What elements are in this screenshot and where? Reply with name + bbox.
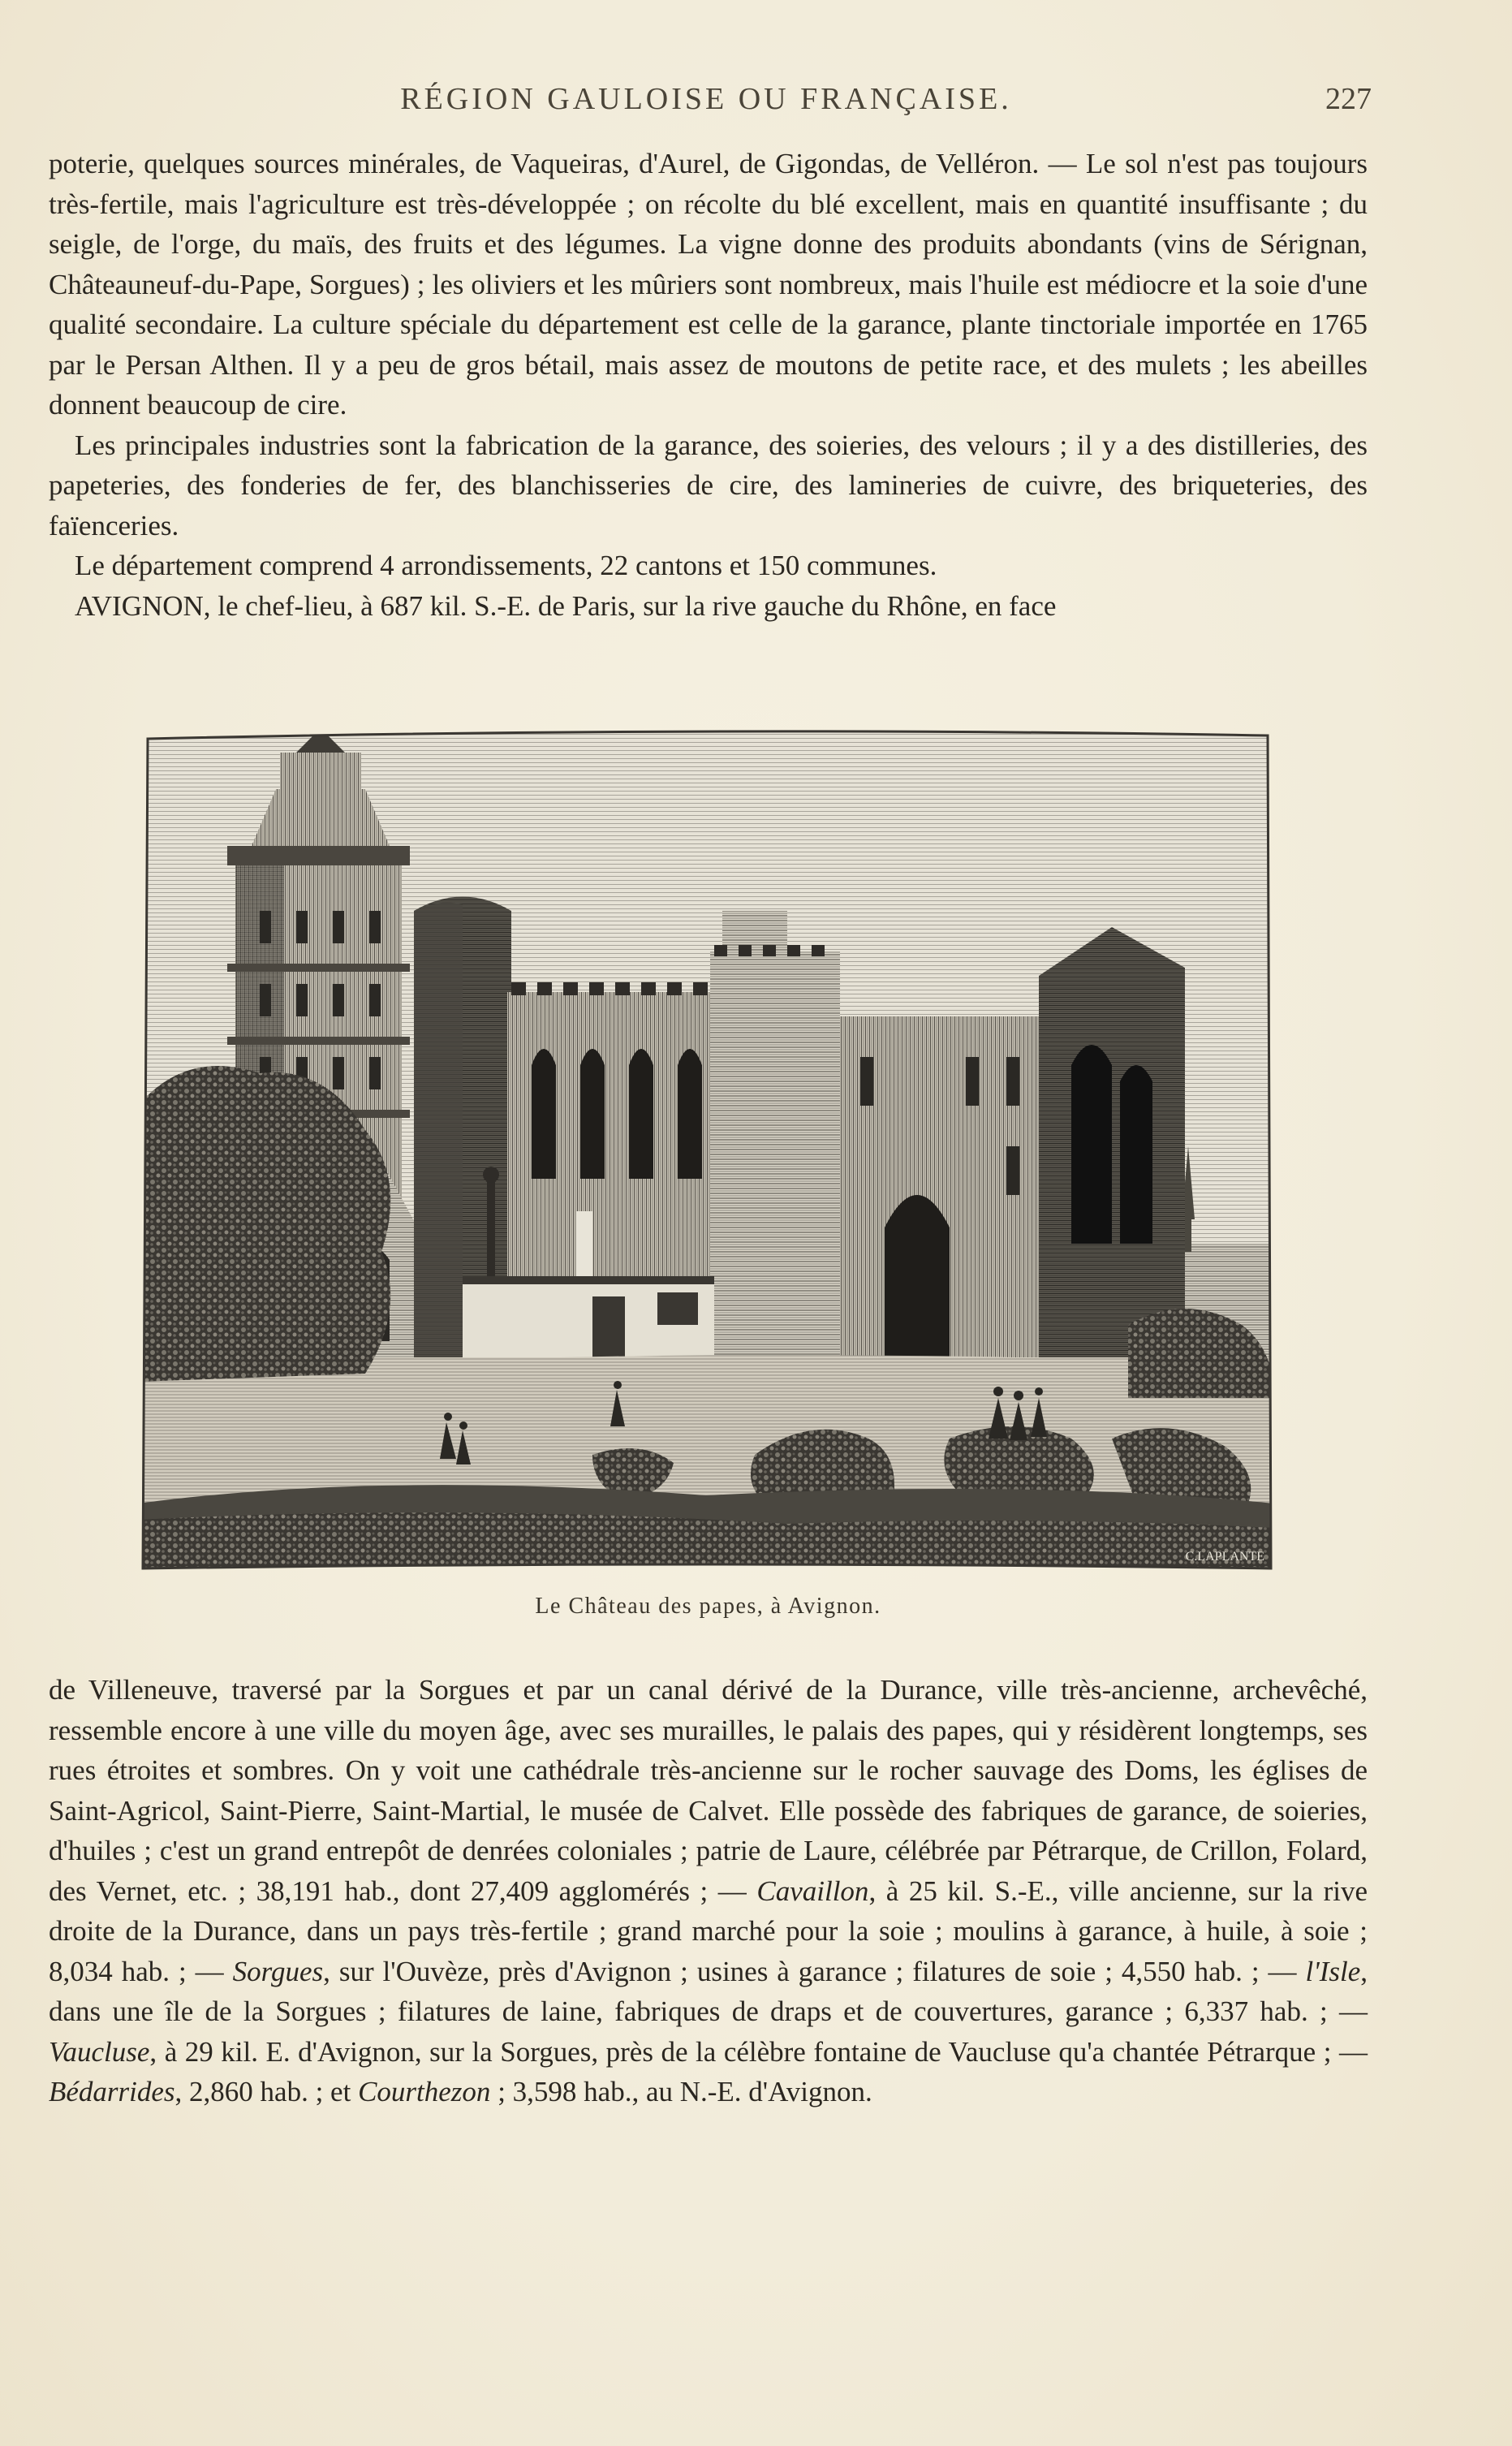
top-text-block <box>49 144 1368 626</box>
bottom-text-block <box>49 1670 1368 2112</box>
paragraph-industries: Les principales industries sont la fabrication de la garance, des soieries, des velours ; il y a des distilleries, des papeteries, des fonderies de fer, des blanchisseries de cire, des lamineries de cuivre, des briqueteries, des faïenceries. <box>49 429 1368 541</box>
text-segment: de Villeneuve, traversé par la Sorgues et par un canal dérivé de la Durance, ville très-ancienne, archevêché, ressemble encore à une ville du moyen âge, avec ses murailles, le palais des papes, qui y résidèrent longtemps, ses rues étroites et sombres. On y voit une cathédrale très-ancienne sur le rocher sauvage des Doms, les églises de Saint-Agricol, Saint-Pierre, Saint-Martial, le musée de Calvet. Elle possède des fabriques de garance, de soieries, d'huiles ; c'est un grand entrepôt de denrées coloniales ; patrie de Laure, célébrée par Pétrarque, de Crillon, Folard, des Vernet, etc. ; 38,191 hab., dont 27,409 agglomérés ; — <box>49 1674 1368 1907</box>
paragraph-agriculture: poterie, quelques sources minérales, de Vaqueiras, d'Aurel, de Gigondas, de Velléron. — Le sol n'est pas toujours très-fertile, mais l'agriculture est très-développée ; on récolte du blé excellent, mais en quantité insuffisante ; du seigle, de l'orge, du maïs, des fruits et des légumes. La vigne donne des produits abondants (vins de Sérignan, Châteauneuf-du-Pape, Sorgues) ; les oliviers et les mûriers sont nombreux, mais l'huile est médiocre et la soie d'une qualité secondaire. La culture spéciale du département est celle de la garance, plante tinctoriale importée en 1765 par le Persan Althen. Il y a peu de gros bétail, mais assez de moutons de petite race, et des mulets ; les abeilles donnent beaucoup de cire. <box>49 148 1368 421</box>
page-number: 227 <box>1325 82 1372 116</box>
figure-caption: Le Château des papes, à Avignon. <box>535 1594 881 1619</box>
town-name-sorgues: Sorgues <box>232 1955 324 1987</box>
town-name-courthezon: Courthezon <box>358 2076 491 2107</box>
engraver-signature: C.LAPLANTE <box>1185 1550 1264 1564</box>
text-segment: , à 25 kil. S.-E., ville ancienne, sur la rive droite de la Durance, dans un pays très-fertile ; grand marché pour la soie ; moulins à garance, à huile, à soie ; 8,034 hab. ; — <box>49 1874 1368 1987</box>
engraving-figure <box>138 724 1274 1577</box>
running-title: RÉGION GAULOISE OU FRANÇAISE. <box>400 82 1012 116</box>
town-name-isle: l'Isle <box>1305 1955 1361 1987</box>
paragraph-avignon-description <box>49 1670 1368 2112</box>
text-segment: , dans une île de la Sorgues ; filatures de laine, fabriques de draps et de couvertures, garance ; 6,337 hab. ; — <box>49 1955 1368 2027</box>
paragraph-administration: Le département comprend 4 arrondissements, 22 cantons et 150 communes. <box>75 550 937 581</box>
town-name-cavaillon: Cavaillon <box>756 1874 869 1907</box>
chateau-des-papes-engraving <box>138 724 1274 1577</box>
paragraph-avignon-start: AVIGNON, le chef-lieu, à 687 kil. S.-E. de Paris, sur la rive gauche du Rhône, en face <box>75 589 1057 622</box>
text-segment: , à 29 kil. E. d'Avignon, sur la Sorgues, près de la célèbre fontaine de Vaucluse qu'a chantée Pétrarque ; — <box>149 2035 1368 2068</box>
town-name-vaucluse: Vaucluse <box>49 2035 150 2068</box>
text-segment: ; 3,598 hab., au N.-E. d'Avignon. <box>490 2076 872 2107</box>
text-segment: , 2,860 hab. ; et <box>174 2076 359 2107</box>
town-name-bedarrides: Bédarrides <box>49 2076 175 2107</box>
text-segment: , sur l'Ouvèze, près d'Avignon ; usines à garance ; filatures de soie ; 4,550 hab. ; — <box>323 1955 1306 1987</box>
page-header <box>49 81 1372 130</box>
